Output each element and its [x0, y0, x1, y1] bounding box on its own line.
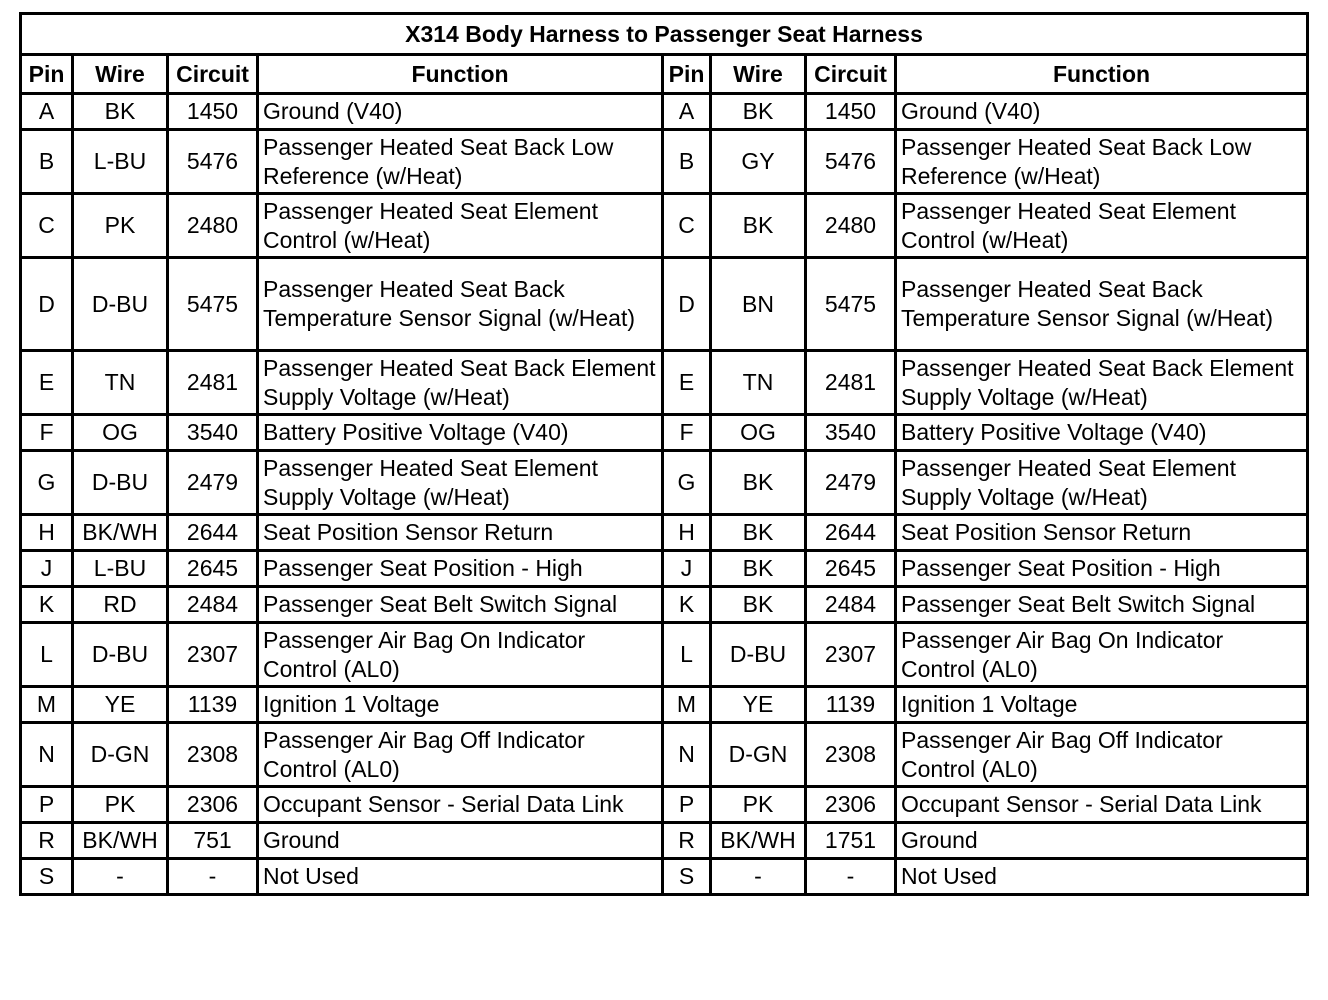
cell-pin-left: K	[21, 587, 73, 623]
cell-wire-left: D-GN	[73, 723, 168, 787]
cell-wire-right: YE	[711, 687, 806, 723]
cell-function-left: Passenger Heated Seat Element Supply Voltage (w/Heat)	[258, 451, 663, 515]
cell-function-right: Passenger Air Bag On Indicator Control (AL0)	[896, 623, 1308, 687]
table-row	[21, 623, 1308, 687]
cell-circuit-left: 751	[168, 823, 258, 859]
cell-function-left: Passenger Heated Seat Back Temperature Sensor Signal (w/Heat)	[258, 258, 663, 351]
header-pin-left: Pin	[21, 55, 73, 94]
cell-wire-left: PK	[73, 787, 168, 823]
cell-wire-left: D-BU	[73, 623, 168, 687]
cell-circuit-left: 2479	[168, 451, 258, 515]
cell-function-left: Passenger Seat Position - High	[258, 551, 663, 587]
cell-circuit-left: 1139	[168, 687, 258, 723]
cell-pin-right: E	[663, 351, 711, 415]
cell-wire-left: D-BU	[73, 451, 168, 515]
cell-function-right: Passenger Heated Seat Element Control (w/Heat)	[896, 194, 1308, 258]
cell-wire-right: D-BU	[711, 623, 806, 687]
cell-circuit-right: 2480	[806, 194, 896, 258]
cell-wire-left: BK/WH	[73, 823, 168, 859]
cell-pin-right: N	[663, 723, 711, 787]
cell-pin-left: C	[21, 194, 73, 258]
cell-function-right: Passenger Heated Seat Element Supply Voltage (w/Heat)	[896, 451, 1308, 515]
cell-wire-left: L-BU	[73, 130, 168, 194]
cell-pin-left: S	[21, 859, 73, 895]
table-row	[21, 723, 1308, 787]
cell-function-left: Passenger Heated Seat Back Low Reference (w/Heat)	[258, 130, 663, 194]
cell-function-left: Not Used	[258, 859, 663, 895]
cell-function-left: Passenger Air Bag Off Indicator Control (AL0)	[258, 723, 663, 787]
cell-pin-right: C	[663, 194, 711, 258]
cell-circuit-left: 1450	[168, 94, 258, 130]
table-row	[21, 258, 1308, 351]
header-wire-right: Wire	[711, 55, 806, 94]
cell-wire-left: L-BU	[73, 551, 168, 587]
cell-circuit-right: 1751	[806, 823, 896, 859]
cell-circuit-left: 5476	[168, 130, 258, 194]
cell-function-right: Passenger Seat Position - High	[896, 551, 1308, 587]
cell-pin-left: L	[21, 623, 73, 687]
table-row	[21, 787, 1308, 823]
table-row	[21, 130, 1308, 194]
cell-function-left: Passenger Heated Seat Back Element Supply Voltage (w/Heat)	[258, 351, 663, 415]
cell-wire-left: BK	[73, 94, 168, 130]
cell-function-left: Seat Position Sensor Return	[258, 515, 663, 551]
cell-pin-right: F	[663, 415, 711, 451]
cell-circuit-left: 2644	[168, 515, 258, 551]
cell-circuit-right: 5476	[806, 130, 896, 194]
header-row	[21, 55, 1308, 94]
table-title: X314 Body Harness to Passenger Seat Harness	[21, 14, 1308, 55]
cell-circuit-right: 2644	[806, 515, 896, 551]
cell-pin-left: M	[21, 687, 73, 723]
cell-function-right: Ground	[896, 823, 1308, 859]
cell-pin-right: D	[663, 258, 711, 351]
cell-pin-right: M	[663, 687, 711, 723]
cell-function-right: Occupant Sensor - Serial Data Link	[896, 787, 1308, 823]
table-row	[21, 859, 1308, 895]
cell-function-left: Occupant Sensor - Serial Data Link	[258, 787, 663, 823]
table-row	[21, 515, 1308, 551]
table-row	[21, 351, 1308, 415]
header-pin-right: Pin	[663, 55, 711, 94]
table-row	[21, 551, 1308, 587]
cell-function-right: Seat Position Sensor Return	[896, 515, 1308, 551]
cell-pin-right: S	[663, 859, 711, 895]
cell-circuit-left: 2308	[168, 723, 258, 787]
cell-pin-left: P	[21, 787, 73, 823]
cell-function-left: Passenger Air Bag On Indicator Control (AL0)	[258, 623, 663, 687]
cell-circuit-right: 1139	[806, 687, 896, 723]
cell-wire-right: BK	[711, 587, 806, 623]
cell-pin-right: L	[663, 623, 711, 687]
cell-wire-right: PK	[711, 787, 806, 823]
cell-circuit-right: 2479	[806, 451, 896, 515]
cell-wire-left: PK	[73, 194, 168, 258]
cell-circuit-right: 1450	[806, 94, 896, 130]
cell-circuit-right: 5475	[806, 258, 896, 351]
cell-wire-right: BK	[711, 551, 806, 587]
cell-pin-left: G	[21, 451, 73, 515]
cell-function-right: Not Used	[896, 859, 1308, 895]
cell-pin-right: G	[663, 451, 711, 515]
table-row	[21, 687, 1308, 723]
table-row	[21, 587, 1308, 623]
cell-circuit-left: 2480	[168, 194, 258, 258]
cell-function-left: Ground	[258, 823, 663, 859]
cell-wire-left: -	[73, 859, 168, 895]
cell-wire-right: BK/WH	[711, 823, 806, 859]
cell-pin-right: A	[663, 94, 711, 130]
cell-pin-left: R	[21, 823, 73, 859]
cell-wire-right: BN	[711, 258, 806, 351]
table-row	[21, 823, 1308, 859]
header-circuit-right: Circuit	[806, 55, 896, 94]
cell-function-right: Ground (V40)	[896, 94, 1308, 130]
cell-pin-left: F	[21, 415, 73, 451]
cell-pin-left: H	[21, 515, 73, 551]
cell-function-right: Passenger Heated Seat Back Low Reference (w/Heat)	[896, 130, 1308, 194]
cell-wire-left: TN	[73, 351, 168, 415]
header-function-right: Function	[896, 55, 1308, 94]
cell-pin-left: N	[21, 723, 73, 787]
cell-pin-right: J	[663, 551, 711, 587]
cell-function-right: Passenger Seat Belt Switch Signal	[896, 587, 1308, 623]
cell-function-left: Battery Positive Voltage (V40)	[258, 415, 663, 451]
cell-wire-left: OG	[73, 415, 168, 451]
cell-wire-right: BK	[711, 194, 806, 258]
cell-pin-left: A	[21, 94, 73, 130]
cell-pin-left: D	[21, 258, 73, 351]
cell-circuit-right: 2308	[806, 723, 896, 787]
table-row	[21, 94, 1308, 130]
cell-circuit-right: 2307	[806, 623, 896, 687]
cell-pin-right: R	[663, 823, 711, 859]
header-circuit-left: Circuit	[168, 55, 258, 94]
cell-wire-right: BK	[711, 515, 806, 551]
header-wire-left: Wire	[73, 55, 168, 94]
cell-circuit-left: 2645	[168, 551, 258, 587]
table-body	[21, 94, 1308, 895]
cell-circuit-left: -	[168, 859, 258, 895]
cell-pin-right: K	[663, 587, 711, 623]
cell-function-left: Ground (V40)	[258, 94, 663, 130]
cell-circuit-right: 3540	[806, 415, 896, 451]
cell-pin-left: B	[21, 130, 73, 194]
cell-circuit-left: 3540	[168, 415, 258, 451]
cell-circuit-right: 2481	[806, 351, 896, 415]
cell-circuit-right: 2306	[806, 787, 896, 823]
cell-wire-right: BK	[711, 451, 806, 515]
cell-function-right: Passenger Heated Seat Back Temperature Sensor Signal (w/Heat)	[896, 258, 1308, 351]
cell-function-right: Passenger Heated Seat Back Element Supply Voltage (w/Heat)	[896, 351, 1308, 415]
cell-circuit-left: 2307	[168, 623, 258, 687]
cell-pin-left: E	[21, 351, 73, 415]
cell-circuit-left: 2481	[168, 351, 258, 415]
table-row	[21, 194, 1308, 258]
cell-function-left: Passenger Heated Seat Element Control (w/Heat)	[258, 194, 663, 258]
cell-wire-right: BK	[711, 94, 806, 130]
cell-wire-right: -	[711, 859, 806, 895]
cell-pin-left: J	[21, 551, 73, 587]
cell-wire-left: YE	[73, 687, 168, 723]
cell-wire-left: RD	[73, 587, 168, 623]
cell-circuit-right: -	[806, 859, 896, 895]
cell-function-left: Passenger Seat Belt Switch Signal	[258, 587, 663, 623]
cell-circuit-left: 2484	[168, 587, 258, 623]
cell-function-left: Ignition 1 Voltage	[258, 687, 663, 723]
cell-wire-left: D-BU	[73, 258, 168, 351]
cell-pin-right: B	[663, 130, 711, 194]
cell-function-right: Passenger Air Bag Off Indicator Control (AL0)	[896, 723, 1308, 787]
table-row	[21, 451, 1308, 515]
cell-wire-right: TN	[711, 351, 806, 415]
cell-pin-right: P	[663, 787, 711, 823]
cell-circuit-right: 2484	[806, 587, 896, 623]
cell-wire-left: BK/WH	[73, 515, 168, 551]
table-row	[21, 415, 1308, 451]
cell-circuit-left: 5475	[168, 258, 258, 351]
cell-circuit-left: 2306	[168, 787, 258, 823]
cell-pin-right: H	[663, 515, 711, 551]
header-function-left: Function	[258, 55, 663, 94]
cell-wire-right: GY	[711, 130, 806, 194]
cell-wire-right: OG	[711, 415, 806, 451]
cell-function-right: Battery Positive Voltage (V40)	[896, 415, 1308, 451]
cell-function-right: Ignition 1 Voltage	[896, 687, 1308, 723]
cell-circuit-right: 2645	[806, 551, 896, 587]
pinout-table	[19, 12, 1309, 896]
cell-wire-right: D-GN	[711, 723, 806, 787]
